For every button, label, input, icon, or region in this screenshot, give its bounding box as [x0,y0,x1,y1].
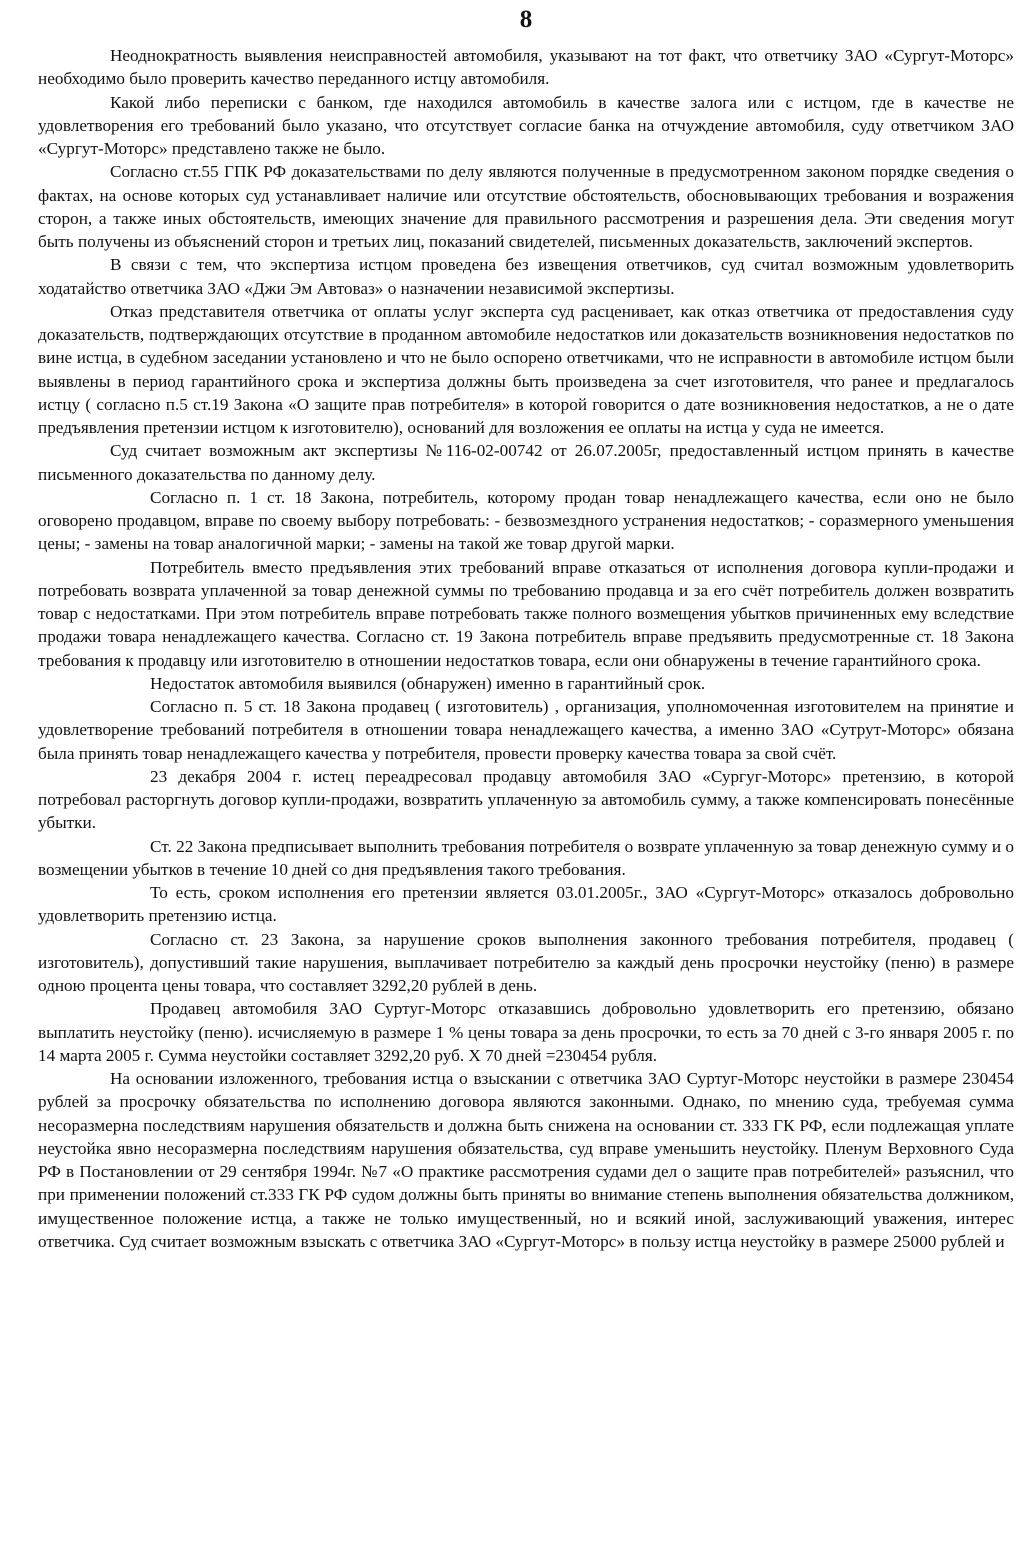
paragraph: Ст. 22 Закона предписывает выполнить требования потребителя о возврате уплаченную за товар денежную сумму и о возмещении убытков в течение 10 дней со дня предъявления такого требования. [38,836,1014,879]
paragraph: На основании изложенного, требования истца о взыскании с ответчика ЗАО Суртуг-Моторс неустойки в размере 230454 рублей за просрочку обязательства по исполнению договора являются законными. Однако, по мнению суда, требуемая сумма несоразмерна последствиям нарушения обязательств и должна быть снижена на основании ст. 333 ГК РФ, если подлежащая уплате неустойка явно несоразмерна последствиям нарушения обязательства, суд вправе уменьшить неустойку. Пленум Верховного Суда РФ в Постановлении от 29 сентября 1994г. №7 «О практике рассмотрения судами дел о защите прав потребителей» разъяснил, что при применении положений ст.333 ГК РФ судом должны быть приняты во внимание степень выполнения обязательства должником, имущественное положение истца, а также не только имущественный, но и всякий иной, заслуживающий уважения, интерес ответчика. Суд считает возможным взыскать с ответчика ЗАО «Сургут-Моторс» в пользу истца неустойку в размере 25000 рублей и [38,1069,1014,1251]
paragraph: Какой либо переписки с банком, где находился автомобиль в качестве залога или с истцом, где в качестве не удовлетворения его требований было указано, что отсутствует согласие банка на отчуждение автомобиля, суду ответчиком ЗАО «Сургут-Моторс» представлено также не было. [38,92,1014,158]
paragraph: Отказ представителя ответчика от оплаты услуг эксперта суд расценивает, как отказ ответчика от предоставления суду доказательств, подтверждающих отсутствие в проданном автомобиле недостатков или доказательств возникновения недостатков по вине истца, в судебном заседании установлено и что не было оспорено ответчиками, что не исправности в автомобиле истцом были выявлены в период гарантийного срока и экспертиза должны быть произведена за счет изготовителя, что ранее и предлагалось истцу ( согласно п.5 ст.19 Закона «О защите прав потребителя» в которой говорится о дате возникновения недостатков, а не о дате предъявления претензии истцом к изготовителю), оснований для возложения ее оплаты на истца у суда не имеется. [38,301,1014,437]
paragraph: В связи с тем, что экспертиза истцом проведена без извещения ответчиков, суд считал возможным удовлетворить ходатайство ответчика ЗАО «Джи Эм Автоваз» о назначении независимой экспертизы. [38,255,1014,298]
paragraph: 23 декабря 2004 г. истец переадресовал продавцу автомобиля ЗАО «Сургуг-Моторс» претензию, в которой потребовал расторгнуть договор купли-продажи, возвратить уплаченную за автомобиль сумму, а также компенсировать понесённые убытки. [38,766,1014,833]
page-number: 8 [519,6,533,33]
paragraph: Недостаток автомобиля выявился (обнаружен) именно в гарантийный срок. [150,673,706,693]
document-body [38,44,1014,1253]
paragraph: Согласно п. 1 ст. 18 Закона, потребитель, которому продан товар ненадлежащего качества, если оно не было оговорено продавцом, вправе по своему выбору потребовать: - безвозмездного устранения недостатков; - соразмерного уменьшения цены; - замены на товар аналогичной марки; - замены на такой же товар другой марки. [38,487,1014,554]
paragraph: Продавец автомобиля ЗАО Суртуг-Моторс отказавшись добровольно удовлетворить его претензию, обязано выплатить неустойку (пеню). исчисляемую в размере 1 % цены товара за день просрочки, то есть за 70 дней с 3-го января 2005 г. по 14 марта 2005 г. Сумма неустойки составляет 3292,20 руб. Х 70 дней =230454 рубля. [38,999,1014,1065]
paragraph: Согласно п. 5 ст. 18 Закона продавец ( изготовитель) , организация, уполномоченная изготовителем на принятие и удовлетворение требований потребителя в отношении товара ненадлежащего качества, а именно ЗАО «Сутрут-Моторс» обязана была принять товар ненадлежащего качества у потребителя, провести проверку качества товара за свой счёт. [38,697,1014,763]
paragraph: Согласно ст.55 ГПК РФ доказательствами по делу являются полученные в предусмотренном законом порядке сведения о фактах, на основе которых суд устанавливает наличие или отсутствие обстоятельств, обосновывающих требования и возражения сторон, а также иных обстоятельств, имеющих значение для правильного рассмотрения и разрешения дела. Эти сведения могут быть получены из объяснений сторон и третьих лиц, показаний свидетелей, письменных доказательств, заключений экспертов. [38,162,1014,251]
paragraph: Потребитель вместо предъявления этих требований вправе отказаться от исполнения договора купли-продажи и потребовать возврата уплаченной за товар денежной суммы по требованию продавца и за его счёт потребитель должен возвратить товар с недостатками. При этом потребитель вправе потребовать также полного возмещения убытков причиненных ему вследствие продажи товара ненадлежащего качества. Согласно ст. 19 Закона потребитель вправе предъявить предусмотренные ст. 18 Закона требования к продавцу или изготовителю в отношении недостатков товара, если они обнаружены в течение гарантийного срока. [38,557,1014,670]
paragraph: Согласно ст. 23 Закона, за нарушение сроков выполнения законного требования потребителя, продавец ( изготовитель), допустивший такие нарушения, выплачивает потребителю за каждый день просрочки неустойку (пеню) в размере одною процента цены товара, что составляет 3292,20 рублей в день. [38,929,1014,995]
paragraph: То есть, сроком исполнения его претензии является 03.01.2005г., ЗАО «Сургут-Моторс» отказалось добровольно удовлетворить претензию истца. [38,883,1014,926]
paragraph: Суд считает возможным акт экспертизы №116-02-00742 от 26.07.2005г, предоставленный истцом принять в качестве письменного доказательства по данному делу. [38,441,1014,484]
paragraph: Неоднократность выявления неисправностей автомобиля, указывают на тот факт, что ответчику ЗАО «Сургут-Моторс» необходимо было проверить качество переданного истцу автомобиля. [38,46,1014,89]
